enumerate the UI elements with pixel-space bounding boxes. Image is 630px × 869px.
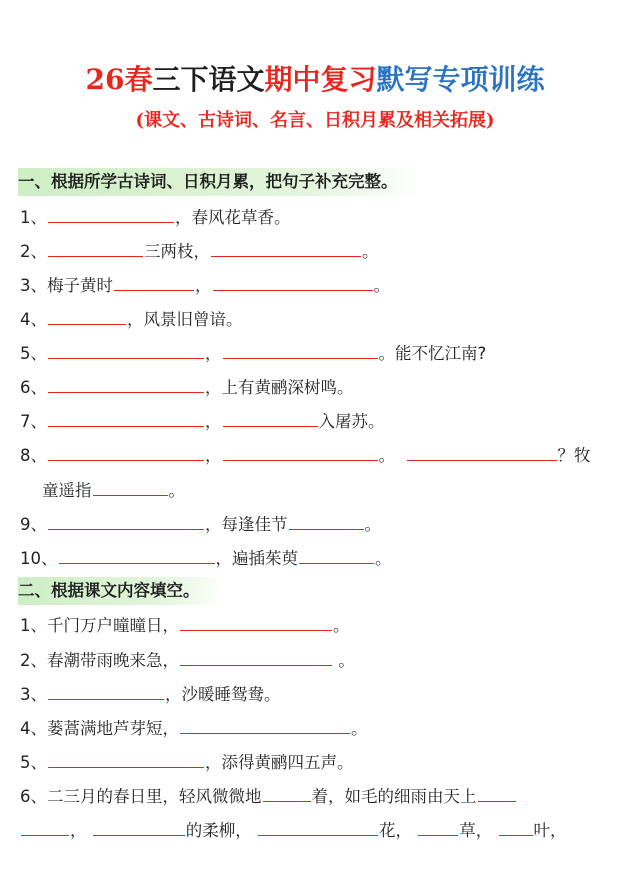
answer-blank[interactable]: [263, 783, 311, 802]
question-text: 。: [375, 549, 392, 568]
question-text: 着，如毛的细雨由天上: [311, 787, 477, 806]
answer-blank[interactable]: [223, 340, 378, 359]
question-number: 7、: [20, 412, 47, 431]
answer-blank[interactable]: [48, 306, 126, 325]
answer-blank[interactable]: [48, 511, 204, 530]
question-text: ，春风花草香。: [175, 208, 291, 227]
question-text: 。: [333, 616, 350, 635]
question-number: 2、: [20, 242, 47, 261]
question-number: 8、: [20, 446, 47, 465]
page-subtitle: (课文、古诗词、名言、日积月累及相关拓展): [135, 110, 495, 131]
question-text: ，沙暖睡鸳鸯。: [165, 685, 281, 704]
title-topic: 默写专项训练: [376, 63, 545, 96]
question-text: 春潮带雨晚来急，: [47, 651, 179, 670]
question-line: [20, 272, 390, 298]
page-title: [0, 58, 630, 98]
question-text: ，: [205, 446, 222, 465]
question-number: 1、: [20, 616, 47, 635]
question-line: [20, 204, 291, 230]
answer-blank[interactable]: [48, 442, 204, 461]
question-text: ，风景旧曾谙。: [127, 310, 243, 329]
question-number: 3、: [20, 276, 47, 295]
question-line: [20, 340, 486, 366]
question-text: 千门万户曈曈日，: [47, 616, 179, 635]
question-text: 二三月的春日里，轻风微微地: [47, 787, 262, 806]
answer-blank[interactable]: [48, 238, 143, 257]
section-heading-2: 二、根据课文内容填空。: [18, 577, 224, 605]
answer-blank[interactable]: [213, 272, 373, 291]
question-text: 入屠苏。: [318, 412, 385, 431]
question-number: 6、: [20, 787, 47, 806]
question-line: [20, 612, 350, 638]
question-number: 10、: [20, 549, 58, 568]
question-text: 草，: [459, 821, 493, 840]
answer-blank[interactable]: [258, 817, 378, 836]
question-text: ，每逢佳节: [205, 515, 288, 534]
question-number: 3、: [20, 685, 47, 704]
question-line: [20, 647, 355, 673]
question-text: 。: [364, 515, 381, 534]
question-text: ，: [205, 412, 222, 431]
question-line-continued: [20, 817, 567, 843]
question-text: ，添得黄鹂四五声。: [205, 753, 354, 772]
question-number: 5、: [20, 753, 47, 772]
answer-blank[interactable]: [223, 408, 318, 427]
answer-blank[interactable]: [114, 272, 194, 291]
question-text: 。: [362, 242, 379, 261]
answer-blank[interactable]: [48, 681, 164, 700]
question-text: ，: [195, 276, 212, 295]
answer-blank[interactable]: [223, 442, 378, 461]
question-line: [20, 238, 379, 264]
question-line: [20, 783, 517, 809]
section-heading-1: 一、根据所学古诗词、日积月累，把句子补充完整。: [18, 168, 422, 196]
question-text: 花，: [379, 821, 412, 840]
question-line: [20, 681, 281, 707]
answer-blank[interactable]: [180, 647, 332, 666]
question-line: [20, 545, 392, 571]
question-text: 。: [351, 719, 368, 738]
question-line: [20, 715, 368, 741]
question-line: [20, 306, 243, 332]
question-text: ，: [205, 344, 222, 363]
question-text: 三两枝，: [144, 242, 210, 261]
question-text: ，: [70, 821, 87, 840]
answer-blank[interactable]: [289, 511, 364, 530]
answer-blank[interactable]: [21, 817, 69, 836]
question-line-continued: [42, 477, 185, 503]
answer-blank[interactable]: [180, 612, 332, 631]
question-text: 。能不忆江南?: [378, 344, 487, 363]
question-number: 1、: [20, 208, 47, 227]
question-text: 的柔柳，: [185, 821, 252, 840]
question-line: [20, 511, 381, 537]
question-line: [20, 408, 385, 434]
answer-blank[interactable]: [48, 204, 174, 223]
question-number: 4、: [20, 719, 47, 738]
answer-blank[interactable]: [48, 340, 204, 359]
answer-blank[interactable]: [48, 408, 204, 427]
question-line: [20, 442, 591, 468]
question-number: 2、: [20, 651, 47, 670]
question-text: ？牧: [557, 446, 591, 465]
answer-blank[interactable]: [407, 442, 557, 461]
question-line: [20, 749, 354, 775]
question-number: 9、: [20, 515, 47, 534]
question-text: 梅子黄时: [47, 276, 113, 295]
question-text: 。: [378, 446, 395, 465]
question-number: 6、: [20, 378, 47, 397]
answer-blank[interactable]: [499, 817, 533, 836]
title-exam: 期中复习: [264, 63, 377, 96]
question-text: ，遍插茱萸: [215, 549, 298, 568]
answer-blank[interactable]: [59, 545, 215, 564]
question-text: 。: [338, 651, 355, 670]
question-line: [20, 374, 354, 400]
question-number: 5、: [20, 344, 47, 363]
question-text: 蒌蒿满地芦芽短，: [47, 719, 179, 738]
answer-blank[interactable]: [93, 477, 168, 496]
question-number: 4、: [20, 310, 47, 329]
question-text: 童遥指: [42, 481, 92, 500]
answer-blank[interactable]: [211, 238, 361, 257]
answer-blank[interactable]: [299, 545, 374, 564]
answer-blank[interactable]: [93, 817, 185, 836]
title-grade: 三下语文: [152, 63, 265, 96]
question-text: 。: [373, 276, 390, 295]
answer-blank[interactable]: [478, 783, 516, 802]
answer-blank[interactable]: [180, 715, 350, 734]
question-text: 。: [168, 481, 185, 500]
question-text: 叶，: [533, 821, 567, 840]
answer-blank[interactable]: [48, 374, 204, 393]
title-year: 26春: [85, 63, 153, 96]
answer-blank[interactable]: [418, 817, 458, 836]
question-text: ，上有黄鹂深树鸣。: [205, 378, 354, 397]
answer-blank[interactable]: [48, 749, 204, 768]
